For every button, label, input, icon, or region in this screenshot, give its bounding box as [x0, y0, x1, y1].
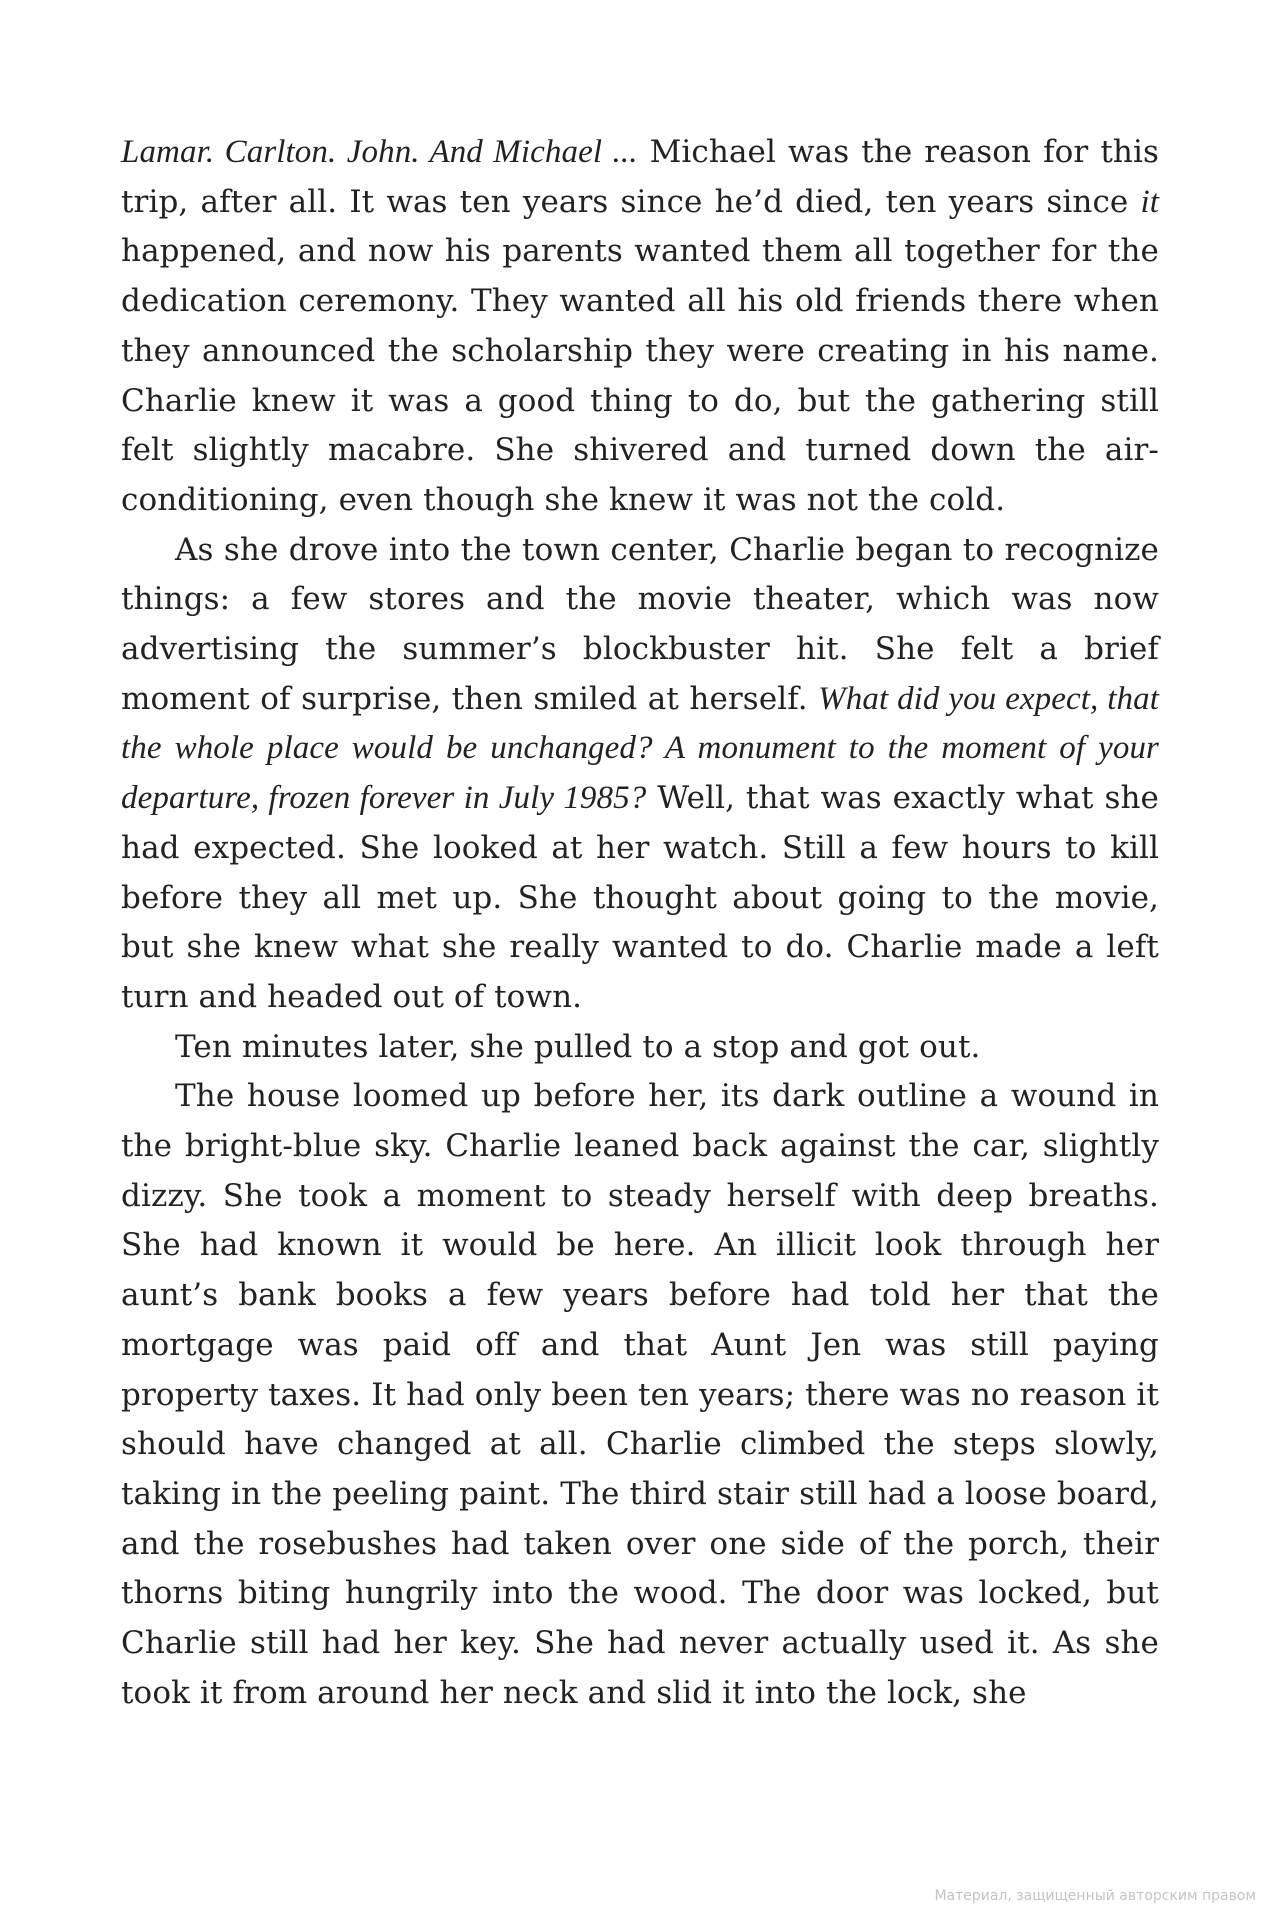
paragraph-2-text-b: Well, that was exactly what she had expected. She looked at her watch. Still a few hours to kill before they all met up. She thought about going to the movie, but she knew what she really wanted to do. Charlie made a left turn and headed out of town.: [121, 780, 1159, 1015]
copyright-watermark: Материал, защищенный авторским правом: [934, 1888, 1256, 1904]
italic-names: Lamar. Carlton. John. And Michael ...: [121, 134, 638, 170]
paragraph-1-text-a: Michael was the reason for this trip, after all. It was ten years since he’d died, ten years since: [121, 134, 1159, 220]
paragraph-4: The house loomed up before her, its dark outline a wound in the bright-blue sky. Charlie leaned back against the car, slightly dizzy. She took a moment to steady herself with deep breaths. She had known it would be here. An illicit look through her aunt’s bank books a few years before had told her that the mortgage was paid off and that Aunt Jen was still paying property taxes. It had only been ten years; there was no reason it should have changed at all. Charlie climbed the steps slowly, taking in the peeling paint. The third stair still had a loose board, and the rosebushes had taken over one side of the porch, their thorns biting hungrily into the wood. The door was locked, but Charlie still had her key. She had never actually used it. As she took it from around her neck and slid it into the lock, she: [121, 1078, 1159, 1711]
paragraph-1-text-b: happened, and now his parents wanted them all together for the dedication ceremony. They wanted all his old friends there when they announced the scholarship they were creating in his name. Charlie knew it was a good thing to do, but the gathering still felt slightly macabre. She shivered and turned down the air-conditioning, even though she knew it was not the cold.: [121, 233, 1159, 518]
paragraph-1: [121, 128, 1159, 526]
paragraph-2: [121, 526, 1159, 1023]
italic-inner-thought: What did you expect, that the whole place would be unchanged? A monument to the moment of your departure, frozen forever in July 1985?: [121, 680, 1159, 817]
paragraph-3: Ten minutes later, she pulled to a stop and got out.: [175, 1028, 981, 1065]
book-page-body: [121, 128, 1159, 1719]
paragraph-2-text-a: As she drove into the town center, Charlie began to recognize things: a few stores and the movie theater, which was now advertising the summer’s blockbuster hit. She felt a brief moment of surprise, then smiled at herself.: [121, 531, 1159, 717]
italic-it: it: [1140, 183, 1159, 220]
